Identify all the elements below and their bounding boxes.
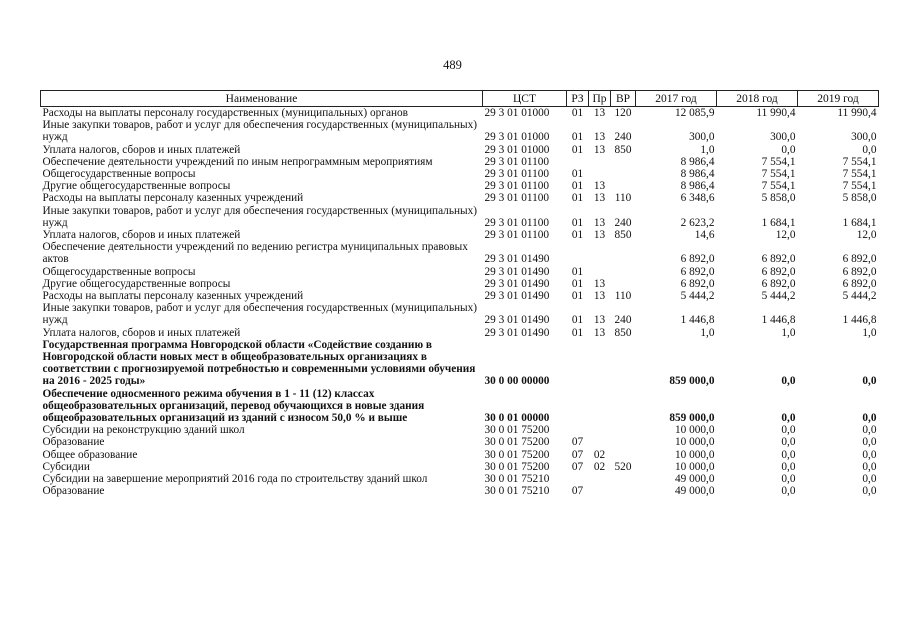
cell-pr: [589, 266, 611, 278]
cell-rz: [567, 156, 589, 168]
cell-y2018: 1 684,1: [761, 216, 796, 229]
cell-pr: 13: [593, 229, 606, 242]
cell-y2017: 49 000,0: [674, 473, 715, 486]
cell-cst: 30 0 01 75210: [484, 485, 550, 498]
cell-pr: [589, 241, 611, 265]
cell-y2017: 1 446,8: [680, 314, 715, 327]
cell-vr: [611, 388, 636, 425]
cell-name: Другие общегосударственные вопросы: [42, 277, 231, 290]
cell-y2018: 0,0: [781, 460, 796, 473]
table-row: [41, 107, 879, 120]
table-row: [41, 180, 879, 192]
header-cst: ЦСТ: [483, 91, 567, 107]
cell-y2019: 1,0: [862, 326, 877, 339]
cell-y2019: 7 554,1: [842, 155, 877, 168]
cell-y2019: 0,0: [862, 143, 877, 156]
cell-rz: 07: [571, 436, 584, 449]
cell-cst: 29 3 01 01100: [484, 180, 550, 193]
cell-name: Общее образование: [42, 448, 138, 461]
cell-y2018: 0,0: [781, 485, 796, 498]
cell-rz: 01: [571, 107, 584, 119]
cell-y2018: 7 554,1: [761, 180, 796, 193]
table-body: [41, 107, 879, 498]
cell-y2019: 0,0: [862, 424, 877, 437]
cell-y2019: 5 858,0: [842, 192, 877, 205]
cell-pr: 13: [593, 314, 606, 327]
cell-cst: 29 3 01 01000: [484, 143, 550, 156]
cell-cst: 29 3 01 01100: [484, 155, 550, 168]
page-number: 489: [443, 58, 462, 72]
cell-rz: 01: [571, 265, 584, 278]
cell-y2019: 6 892,0: [842, 265, 877, 278]
cell-y2018: 300,0: [770, 131, 796, 144]
cell-vr: 850: [614, 229, 632, 242]
cell-name: Образование: [42, 436, 105, 449]
cell-y2017: 859 000,0: [669, 375, 715, 388]
cell-y2019: 6 892,0: [842, 277, 877, 290]
table-row: [41, 302, 879, 326]
cell-y2017: 6 892,0: [680, 253, 715, 266]
cell-rz: 01: [571, 192, 584, 205]
cell-y2017: 6 892,0: [680, 265, 715, 278]
cell-y2018: 0,0: [781, 448, 796, 461]
cell-vr: 120: [614, 107, 632, 119]
cell-rz: 01: [571, 168, 584, 181]
cell-y2019: 7 554,1: [842, 168, 877, 181]
cell-cst: 30 0 01 75200: [484, 436, 550, 449]
cell-y2017: 14,6: [694, 229, 715, 242]
table-row: [41, 156, 879, 168]
cell-cst: 29 3 01 01490: [484, 326, 550, 339]
cell-cst: 29 3 01 01490: [484, 290, 550, 303]
cell-name: Другие общегосударственные вопросы: [42, 180, 231, 193]
cell-vr: [611, 485, 636, 497]
cell-name: Уплата налогов, сборов и иных платежей: [42, 326, 241, 339]
cell-y2017: 8 986,4: [680, 168, 715, 181]
cell-y2019: 11 990,4: [837, 107, 877, 119]
cell-cst: 30 0 01 75200: [484, 460, 550, 473]
table-row: [41, 449, 879, 461]
cell-y2018: 6 892,0: [761, 277, 796, 290]
cell-y2018: 0,0: [781, 375, 796, 388]
cell-y2018: 0,0: [781, 424, 796, 437]
cell-y2019: 6 892,0: [842, 253, 877, 266]
cell-cst: 29 3 01 01490: [484, 277, 550, 290]
cell-cst: 29 3 01 01100: [484, 192, 550, 205]
cell-pr: [589, 436, 611, 448]
cell-rz: 01: [571, 143, 584, 156]
cell-y2019: 0,0: [862, 485, 877, 498]
cell-vr: [611, 168, 636, 180]
cell-y2017: 10 000,0: [674, 436, 715, 449]
cell-vr: [611, 449, 636, 461]
cell-y2019: 0,0: [862, 412, 877, 425]
table-header-row: [41, 91, 879, 107]
cell-rz: 01: [571, 290, 584, 303]
header-pr: Пр: [589, 91, 611, 107]
cell-y2019: 0,0: [862, 436, 877, 449]
cell-y2018: 0,0: [781, 143, 796, 156]
table-row: [41, 473, 879, 485]
cell-cst: 29 3 01 01100: [484, 229, 550, 242]
cell-vr: 240: [614, 131, 632, 144]
cell-name: Иные закупки товаров, работ и услуг для обеспечения государственных (муниципальных) нужд: [42, 119, 478, 144]
cell-name: Иные закупки товаров, работ и услуг для обеспечения государственных (муниципальных) нужд: [42, 302, 478, 327]
cell-y2017: 2 623,2: [680, 216, 715, 229]
cell-y2019: 0,0: [862, 375, 877, 388]
cell-rz: 01: [571, 180, 584, 193]
cell-pr: [589, 156, 611, 168]
cell-y2019: 0,0: [862, 460, 877, 473]
cell-y2018: 5 858,0: [761, 192, 796, 205]
cell-y2019: 0,0: [862, 448, 877, 461]
cell-name: Уплата налогов, сборов и иных платежей: [42, 229, 241, 242]
table-row: [41, 119, 879, 143]
cell-rz: 01: [571, 131, 584, 144]
cell-pr: 13: [593, 326, 606, 339]
cell-rz: 01: [571, 326, 584, 339]
header-2017: 2017 год: [636, 91, 717, 107]
cell-name: Расходы на выплаты персоналу казенных учреждений: [42, 290, 304, 303]
cell-vr: 240: [614, 216, 632, 229]
table-row: [41, 229, 879, 241]
cell-vr: 850: [614, 143, 632, 156]
header-rz: РЗ: [567, 91, 589, 107]
cell-rz: 07: [571, 485, 584, 498]
cell-name: Образование: [42, 485, 105, 498]
cell-vr: [611, 156, 636, 168]
cell-cst: 30 0 01 75200: [484, 424, 550, 437]
cell-vr: 520: [614, 460, 632, 473]
table-row: [41, 290, 879, 302]
cell-vr: [611, 436, 636, 448]
cell-vr: 110: [614, 192, 632, 205]
cell-rz: 01: [571, 277, 584, 290]
cell-y2018: 11 990,4: [756, 107, 796, 119]
cell-vr: 110: [614, 290, 632, 303]
cell-name: Уплата налогов, сборов и иных платежей: [42, 143, 241, 156]
cell-y2017: 1,0: [700, 143, 715, 156]
cell-y2017: 10 000,0: [674, 424, 715, 437]
cell-pr: [589, 485, 611, 497]
header-vr: ВР: [611, 91, 636, 107]
cell-pr: 13: [593, 277, 606, 290]
cell-y2017: 10 000,0: [674, 448, 715, 461]
cell-name: Обеспечение односменного режима обучения в 1 - 11 (12) классах общеобразовательных организаций, перевод обучающихся в новые здания общеобразовательных организаций из зданий с износом 50,0 % и выше: [42, 387, 425, 425]
cell-name: Государственная программа Новгородской области «Содействие созданию в Новгородской области новых мест в общеобразовательных организациях в соответствии с прогнозируемой потребностью и современными условиями обучения на 2016 - 2025 годы»: [42, 338, 476, 388]
cell-name: Расходы на выплаты персоналу государственных (муниципальных) органов: [42, 107, 408, 119]
cell-rz: [567, 388, 589, 425]
cell-y2018: 0,0: [781, 412, 796, 425]
cell-y2017: 300,0: [689, 131, 715, 144]
cell-y2018: 0,0: [781, 436, 796, 449]
cell-pr: 13: [593, 216, 606, 229]
cell-y2017: 8 986,4: [680, 155, 715, 168]
cell-vr: [611, 180, 636, 192]
cell-vr: [611, 241, 636, 265]
cell-pr: 02: [593, 448, 606, 461]
table-row: [41, 205, 879, 229]
cell-pr: 02: [593, 460, 606, 473]
cell-pr: [589, 168, 611, 180]
cell-y2018: 7 554,1: [761, 155, 796, 168]
cell-cst: 29 3 01 01490: [484, 253, 550, 266]
cell-cst: 30 0 00 00000: [484, 375, 550, 388]
cell-cst: 29 3 01 01490: [484, 314, 550, 327]
cell-name: Субсидии на реконструкцию зданий школ: [42, 424, 245, 437]
cell-y2018: 0,0: [781, 473, 796, 486]
cell-y2018: 6 892,0: [761, 253, 796, 266]
cell-vr: [611, 424, 636, 436]
cell-name: Субсидии: [42, 460, 90, 473]
cell-rz: 01: [571, 216, 584, 229]
cell-cst: 29 3 01 01000: [484, 107, 550, 119]
cell-vr: [611, 278, 636, 290]
cell-y2019: 7 554,1: [842, 180, 877, 193]
cell-pr: [589, 473, 611, 485]
cell-name: Общегосударственные вопросы: [42, 265, 196, 278]
cell-vr: [611, 473, 636, 485]
cell-y2018: 12,0: [775, 229, 796, 242]
cell-pr: [589, 424, 611, 436]
header-name: Наименование: [41, 91, 483, 107]
table-row: [41, 436, 879, 448]
cell-y2019: 1 446,8: [842, 314, 877, 327]
cell-cst: 29 3 01 01000: [484, 131, 550, 144]
cell-y2019: 300,0: [851, 131, 877, 144]
cell-rz: [567, 424, 589, 436]
cell-rz: [567, 241, 589, 265]
cell-rz: 07: [571, 448, 584, 461]
cell-y2018: 6 892,0: [761, 265, 796, 278]
table-row: [41, 461, 879, 473]
table-row: [41, 241, 879, 265]
table-row: [41, 278, 879, 290]
cell-pr: [589, 339, 611, 388]
cell-vr: [611, 266, 636, 278]
cell-cst: 30 0 01 00000: [484, 412, 550, 425]
cell-vr: 850: [614, 326, 632, 339]
cell-pr: 13: [593, 180, 606, 193]
cell-y2019: 12,0: [856, 229, 877, 242]
cell-pr: 13: [593, 290, 606, 303]
cell-y2019: 1 684,1: [842, 216, 877, 229]
table-row: [41, 168, 879, 180]
cell-vr: [611, 339, 636, 388]
cell-y2017: 8 986,4: [680, 180, 715, 193]
header-2019: 2019 год: [798, 91, 879, 107]
cell-cst: 30 0 01 75200: [484, 448, 550, 461]
cell-y2017: 859 000,0: [669, 412, 715, 425]
cell-name: Субсидии на завершение мероприятий 2016 года по строительству зданий школ: [42, 473, 428, 486]
cell-y2018: 1,0: [781, 326, 796, 339]
cell-rz: [567, 339, 589, 388]
cell-name: Обеспечение деятельности учреждений по ведению регистра муниципальных правовых актов: [42, 241, 468, 266]
table-row: [41, 388, 879, 425]
table-row: [41, 327, 879, 339]
table-row: [41, 192, 879, 204]
cell-y2019: 0,0: [862, 473, 877, 486]
cell-pr: 13: [593, 143, 606, 156]
cell-name: Общегосударственные вопросы: [42, 168, 196, 181]
budget-table: [40, 90, 879, 498]
table-row: [41, 339, 879, 388]
cell-y2017: 5 444,2: [680, 290, 715, 303]
cell-vr: 240: [614, 314, 632, 327]
cell-name: Расходы на выплаты персоналу казенных учреждений: [42, 192, 304, 205]
cell-cst: 29 3 01 01100: [484, 168, 550, 181]
cell-pr: 13: [593, 131, 606, 144]
cell-y2017: 6 348,6: [680, 192, 715, 205]
cell-cst: 29 3 01 01100: [484, 216, 550, 229]
cell-pr: 13: [593, 107, 606, 119]
cell-y2017: 1,0: [700, 326, 715, 339]
cell-y2017: 49 000,0: [674, 485, 715, 498]
cell-y2019: 5 444,2: [842, 290, 877, 303]
table-row: [41, 424, 879, 436]
cell-rz: [567, 473, 589, 485]
cell-y2018: 5 444,2: [761, 290, 796, 303]
cell-y2017: 10 000,0: [674, 460, 715, 473]
table-row: [41, 144, 879, 156]
cell-y2018: 1 446,8: [761, 314, 796, 327]
cell-cst: 30 0 01 75210: [484, 473, 550, 486]
cell-name: Обеспечение деятельности учреждений по иным непрограммным мероприятиям: [42, 155, 433, 168]
cell-y2018: 7 554,1: [761, 168, 796, 181]
cell-pr: 13: [593, 192, 606, 205]
cell-pr: [589, 388, 611, 425]
cell-y2017: 6 892,0: [680, 277, 715, 290]
cell-cst: 29 3 01 01490: [484, 265, 550, 278]
cell-name: Иные закупки товаров, работ и услуг для обеспечения государственных (муниципальных) нужд: [42, 204, 478, 229]
table-row: [41, 485, 879, 497]
header-2018: 2018 год: [717, 91, 798, 107]
table-row: [41, 266, 879, 278]
cell-rz: 01: [571, 314, 584, 327]
cell-rz: 07: [571, 460, 584, 473]
cell-rz: 01: [571, 229, 584, 242]
cell-y2017: 12 085,9: [674, 107, 715, 119]
